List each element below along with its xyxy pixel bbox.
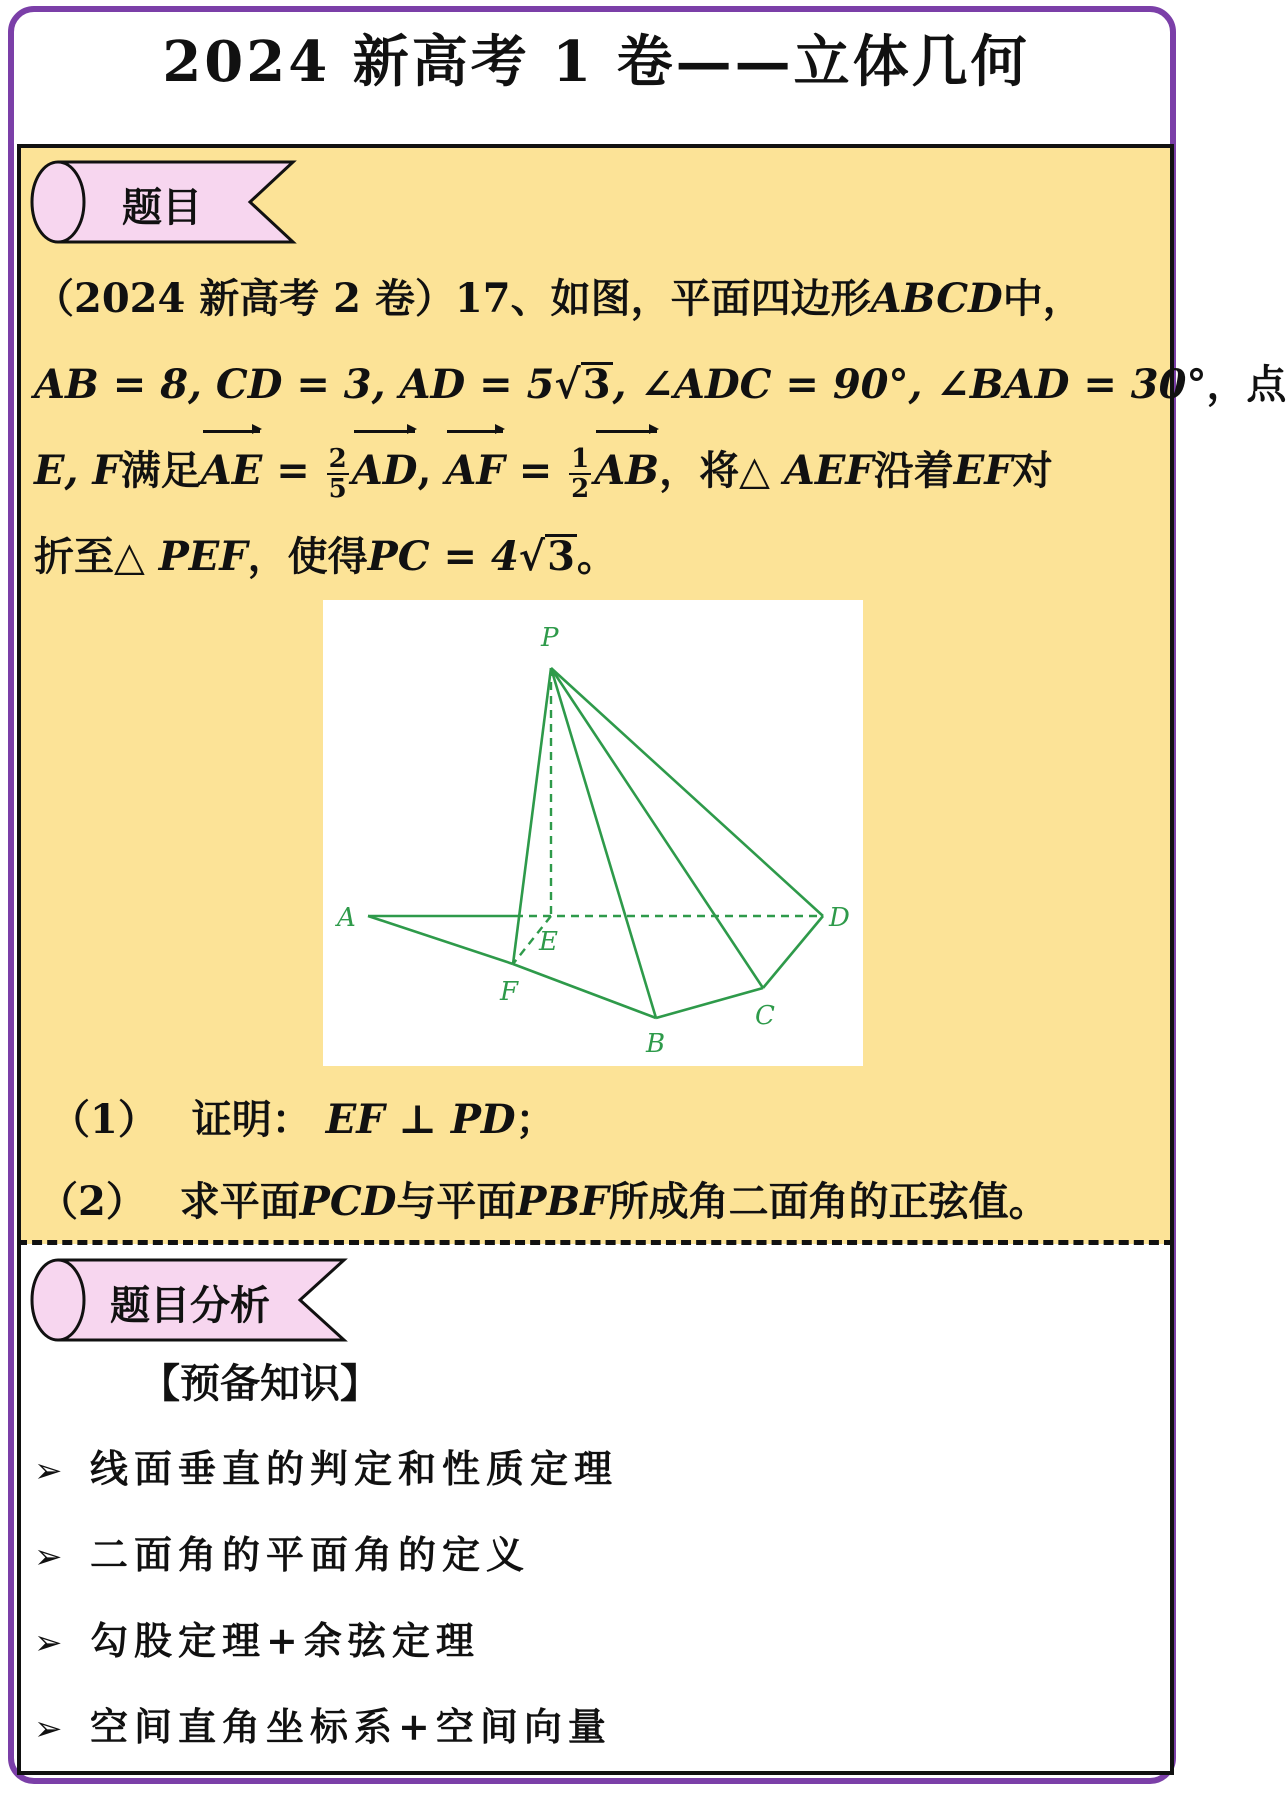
sub-question-text: 与平面 xyxy=(396,1178,517,1225)
triangle-aef: AEF xyxy=(783,447,874,494)
problem-tag-label: 题目 xyxy=(122,185,202,231)
edge-pc xyxy=(551,668,763,988)
list-item xyxy=(34,1524,530,1579)
statement-text: 沿着 xyxy=(873,447,954,494)
sub-question-2 xyxy=(38,1170,1049,1227)
comma: , xyxy=(417,447,446,494)
prerequisite-heading: 【预备知识】 xyxy=(140,1360,380,1407)
sqrt-radicand: 3 xyxy=(582,361,611,408)
label-p: P xyxy=(541,623,559,653)
label-f: F xyxy=(500,977,519,1007)
condition-ab: AB = 8, xyxy=(34,361,216,408)
statement-text: 折至△ xyxy=(34,533,159,580)
points-ef: E, F xyxy=(34,447,121,494)
plane-pcd: PCD xyxy=(299,1178,397,1225)
fraction-2-5 xyxy=(327,445,349,503)
arrow-bullet-icon: ➢ xyxy=(34,1709,63,1749)
statement-text: 满足 xyxy=(120,447,201,494)
sqrt-symbol: √3 xyxy=(518,533,575,580)
list-item-text: 二面角的平面角的定义 xyxy=(90,1532,531,1577)
sub-question-text: 证明： xyxy=(191,1096,312,1143)
sub-question-text: ； xyxy=(515,1096,556,1143)
statement-text: 中， xyxy=(1002,275,1083,322)
condition-cd: CD = 3, xyxy=(215,361,400,408)
fraction-numerator: 1 xyxy=(571,444,590,474)
statement-line-1 xyxy=(34,256,1159,342)
label-d: D xyxy=(829,903,850,933)
arrow-bullet-icon: ➢ xyxy=(34,1623,63,1663)
vector-ad: AD xyxy=(352,428,418,514)
statement-text: ，使得 xyxy=(247,533,368,580)
vector-ae: AE xyxy=(201,428,263,514)
problem-statement xyxy=(34,256,1286,600)
sqrt-radicand: 3 xyxy=(547,533,575,580)
vector-ab: AB xyxy=(594,428,659,514)
list-item xyxy=(34,1610,480,1665)
statement-text: 。 xyxy=(576,533,617,580)
segment-ef: EF xyxy=(953,447,1013,494)
fraction-denominator: 2 xyxy=(571,474,590,504)
page-title: 2024 新高考 1 卷——立体几何 xyxy=(162,29,1030,95)
sub-question-1 xyxy=(50,1088,556,1145)
quadrilateral-name: ABCD xyxy=(870,275,1003,322)
geometry-figure xyxy=(323,600,863,1066)
statement-text: ，将△ xyxy=(659,447,784,494)
triangle-pef: PEF xyxy=(158,533,248,580)
statement-line-4 xyxy=(34,514,1159,600)
fraction-numerator: 2 xyxy=(328,444,347,474)
edge-pa xyxy=(513,668,551,964)
label-e: E xyxy=(539,927,558,957)
label-b: B xyxy=(646,1029,666,1059)
condition-angle-adc: , ∠ADC = 90°, xyxy=(612,361,937,408)
sub-question-text: 所成角二面角的正弦值。 xyxy=(608,1178,1049,1225)
list-item xyxy=(34,1438,618,1493)
label-a: A xyxy=(337,903,356,933)
fraction-denominator: 5 xyxy=(328,474,347,504)
sub-question-expr: EF ⊥ PD xyxy=(325,1096,516,1143)
statement-line-3 xyxy=(34,428,1159,514)
sub-question-text: 求平面 xyxy=(179,1178,300,1225)
list-item-text: 空间直角坐标系+空间向量 xyxy=(90,1704,612,1749)
list-item-text: 勾股定理+余弦定理 xyxy=(90,1618,480,1663)
list-item-text: 线面垂直的判定和性质定理 xyxy=(90,1446,619,1491)
condition-ad: AD = 5 xyxy=(399,361,555,408)
edge-pb xyxy=(551,668,656,1018)
edge-cd xyxy=(763,916,823,988)
edge-bc xyxy=(656,988,763,1018)
label-c: C xyxy=(755,1001,775,1031)
statement-text: ，点 xyxy=(1206,361,1286,408)
arrow-bullet-icon: ➢ xyxy=(34,1451,63,1491)
condition-angle-bad: ∠BAD = 30° xyxy=(936,361,1207,408)
edge-fb xyxy=(513,964,656,1018)
fraction-1-2 xyxy=(569,445,591,503)
equals-sign: = xyxy=(262,447,324,494)
edge-af xyxy=(368,916,513,964)
edge-pd xyxy=(551,668,823,916)
sub-question-number: （1） xyxy=(50,1096,158,1143)
statement-line-2 xyxy=(34,342,1286,428)
vector-af: AF xyxy=(445,428,504,514)
condition-pc: PC = 4 xyxy=(367,533,519,580)
sub-question-number: （2） xyxy=(38,1178,146,1225)
equals-sign: = xyxy=(504,447,567,494)
statement-text: 对 xyxy=(1012,447,1053,494)
analysis-tag-label: 题目分析 xyxy=(110,1283,270,1329)
plane-pbf: PBF xyxy=(516,1178,609,1225)
list-item xyxy=(34,1696,612,1751)
statement-text: （2024 新高考 2 卷）17、如图，平面四边形 xyxy=(34,275,871,322)
arrow-bullet-icon: ➢ xyxy=(34,1537,63,1577)
sqrt-symbol: √3 xyxy=(554,361,611,408)
